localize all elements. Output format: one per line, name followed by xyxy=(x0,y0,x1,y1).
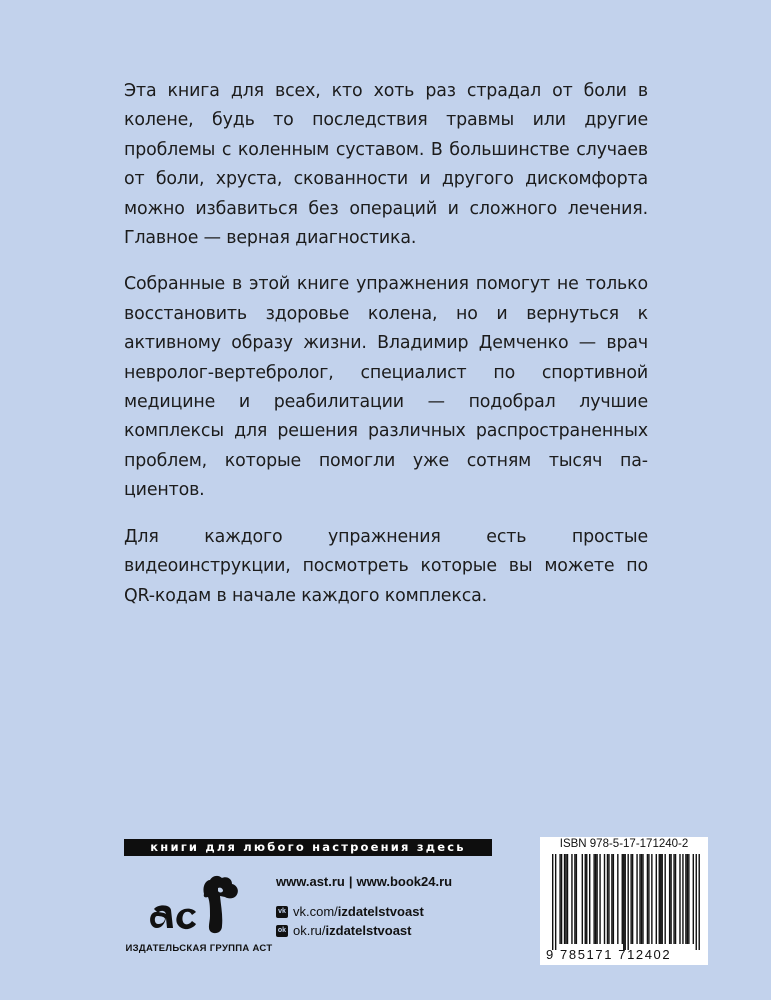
barcode-bar xyxy=(617,854,618,944)
link-ast-ru[interactable]: www.ast.ru xyxy=(276,874,345,889)
isbn-barcode xyxy=(540,837,708,965)
barcode-digits: 9 785171 712402 xyxy=(546,947,672,962)
barcode-bar xyxy=(639,854,640,944)
ast-logo-icon xyxy=(146,866,246,938)
barcode-bar xyxy=(571,854,572,944)
barcode-bar xyxy=(699,854,700,950)
publisher-links xyxy=(276,873,516,940)
barcode-bar xyxy=(675,854,676,944)
barcode-bar xyxy=(664,854,665,944)
back-cover-blurb xyxy=(124,77,648,628)
barcode-bar xyxy=(593,854,594,944)
link-separator: | xyxy=(348,874,353,889)
barcode-bar xyxy=(688,854,689,944)
barcode-bar xyxy=(647,854,648,944)
barcode-bar xyxy=(586,854,587,944)
barcode-bar xyxy=(642,854,643,944)
blurb-paragraph-3: Для каждого упражнения есть простые видеоинструкции, посмотреть которые вы можете по QR-кодам в начале каждого комплекса. xyxy=(124,526,648,606)
barcode-bar xyxy=(660,854,661,944)
barcode-bar xyxy=(648,854,649,944)
barcode-bar xyxy=(567,854,568,944)
barcode-bar xyxy=(625,854,626,950)
ok-prefix: ok.ru/ xyxy=(293,923,326,938)
barcode-bar xyxy=(630,854,631,944)
barcode-bar xyxy=(622,854,623,944)
ok-link[interactable] xyxy=(276,921,516,940)
barcode-bar xyxy=(659,854,660,944)
barcode-bar xyxy=(636,854,637,944)
barcode-bar xyxy=(555,854,556,950)
barcode-bar xyxy=(589,854,590,944)
barcode-bar xyxy=(576,854,577,944)
barcode-bar xyxy=(595,854,596,944)
barcode-bar xyxy=(669,854,670,944)
barcode-bar xyxy=(670,854,671,944)
barcode-bar xyxy=(607,854,608,944)
barcode-bar xyxy=(564,854,565,944)
link-book24-ru[interactable]: www.book24.ru xyxy=(356,874,453,889)
blurb-paragraph-2: Собранные в этой книге упражнения помогут не только восстановить здоровье колена, но и вернуться к активному образу жизни. Владимир Демченко — врач невролог-вертебролог, специалист по спортивной медицине и реабилитации — подобрал лучшие комплексы для решения различных распространенных проблем, которые помогли уже сотням тысяч пациентов. xyxy=(124,274,648,501)
barcode-bar xyxy=(693,854,694,944)
barcode-bar xyxy=(613,854,614,944)
barcode-bar xyxy=(641,854,642,944)
barcode-bar xyxy=(611,854,612,944)
publisher-logo xyxy=(124,866,274,960)
barcode-bar xyxy=(632,854,633,944)
barcode-bar xyxy=(608,854,609,944)
barcode-bar xyxy=(559,854,560,944)
barcode-bar xyxy=(685,854,686,944)
vk-link[interactable] xyxy=(276,902,516,921)
barcode-bar xyxy=(651,854,652,944)
website-links xyxy=(276,873,516,891)
barcode-bar xyxy=(682,854,683,944)
barcode-bar xyxy=(623,854,624,950)
vk-icon: vk xyxy=(276,906,288,918)
barcode-bar xyxy=(656,854,657,944)
barcode-bar xyxy=(565,854,566,944)
barcode-bar xyxy=(673,854,674,944)
vk-prefix: vk.com/ xyxy=(293,904,338,919)
barcode-bar xyxy=(679,854,680,944)
odnoklassniki-icon: ok xyxy=(276,925,288,937)
barcode-bar xyxy=(599,854,600,944)
barcode-bar xyxy=(552,854,553,950)
barcode-bar xyxy=(596,854,597,944)
blurb-paragraph-1: Эта книга для всех, кто хоть раз страдал от боли в колене, будь то последствия травмы или другие проблемы с коленным суставом. В большинстве случаев от боли, хруста, скованности и другого дискомфорта можно избавиться без операций и сложного лечения. Главное — верная диагностика. xyxy=(124,81,648,249)
barcode-bar xyxy=(662,854,663,944)
vk-handle: izdatelstvoast xyxy=(337,904,424,919)
barcode-bars xyxy=(540,837,708,965)
isbn-number: ISBN 978-5-17-171240-2 xyxy=(559,838,689,850)
tagline-banner: книги для любого настроения здесь xyxy=(124,839,492,856)
barcode-bar xyxy=(604,854,605,944)
barcode-bar xyxy=(582,854,583,944)
barcode-bar xyxy=(627,854,628,950)
ok-handle: izdatelstvoast xyxy=(325,923,412,938)
publisher-caption: ИЗДАТЕЛЬСКАЯ ГРУППА АСТ xyxy=(125,943,273,954)
barcode-bar xyxy=(561,854,562,944)
barcode-bar xyxy=(687,854,688,944)
barcode-bar xyxy=(696,854,697,950)
barcode-bar xyxy=(574,854,575,944)
barcode-bar xyxy=(585,854,586,944)
